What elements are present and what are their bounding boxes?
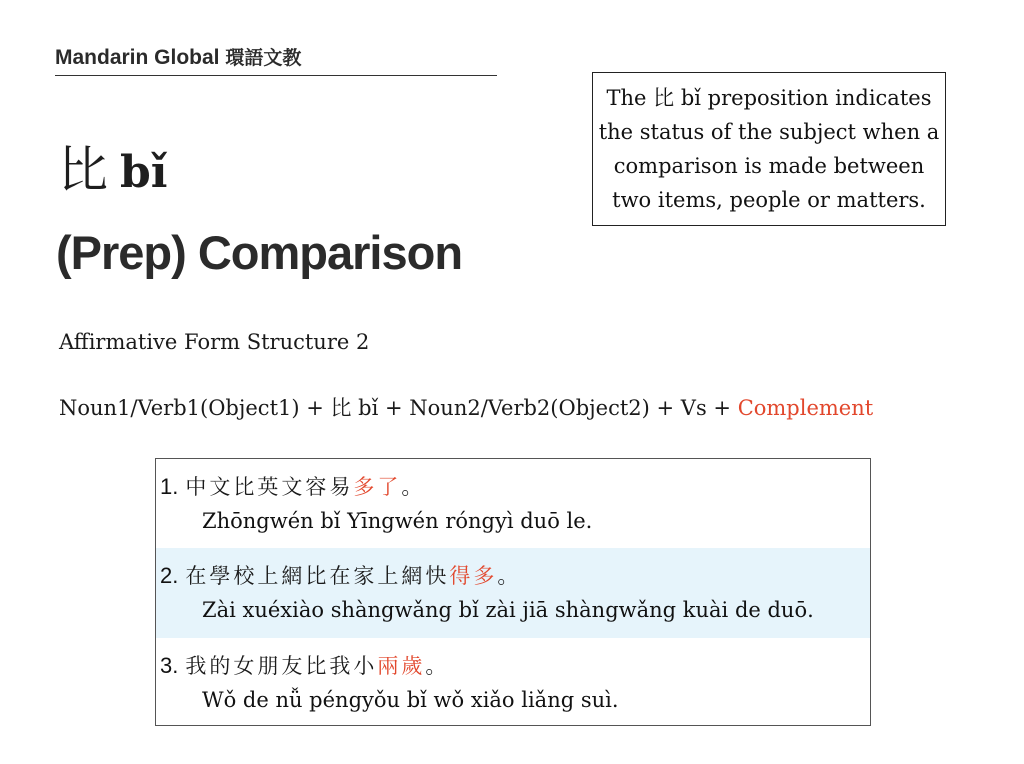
example-row-3 — [156, 638, 870, 725]
example-period: 。 — [401, 475, 426, 499]
formula-main: Noun1/Verb1(Object1) + 比 bǐ + Noun2/Verb2(Object2) + Vs + — [59, 396, 738, 420]
structure-formula — [59, 392, 873, 422]
example-complement: 兩歲 — [377, 654, 426, 678]
brand-header — [55, 43, 301, 70]
explanation-text: The 比 bǐ preposition indicates the status of the subject when a comparison is made between two items, people or matters. — [598, 86, 940, 212]
header-divider — [55, 75, 497, 76]
example-period: 。 — [497, 564, 522, 588]
brand-name-en: Mandarin Global — [55, 46, 220, 69]
page-title — [58, 130, 167, 202]
brand-name-cn: 環語文教 — [225, 47, 302, 69]
example-complement: 多了 — [353, 475, 402, 499]
example-period: 。 — [425, 654, 450, 678]
explanation-box — [592, 72, 946, 226]
example-number: 1. — [160, 474, 179, 499]
example-hanzi: 我的女朋友比我小 — [185, 654, 378, 678]
example-hanzi-line — [160, 471, 425, 501]
example-row-1 — [156, 459, 870, 548]
title-pinyin: bǐ — [120, 147, 168, 198]
example-pinyin: Wǒ de nǚ péngyǒu bǐ wǒ xiǎo liǎng suì. — [202, 688, 619, 712]
title-hanzi: 比 — [58, 141, 108, 199]
example-number: 3. — [160, 653, 179, 678]
example-hanzi: 在學校上網比在家上網快 — [185, 564, 450, 588]
example-pinyin: Zài xuéxiào shàngwǎng bǐ zài jiā shàngwǎng kuài de duō. — [202, 598, 814, 622]
example-hanzi-line — [160, 560, 521, 590]
formula-complement: Complement — [737, 396, 874, 420]
structure-label: Affirmative Form Structure 2 — [59, 330, 370, 354]
example-hanzi-line — [160, 650, 449, 680]
example-row-2 — [156, 548, 870, 638]
page-subtitle: (Prep) Comparison — [56, 226, 463, 279]
example-number: 2. — [160, 563, 179, 588]
examples-box — [155, 458, 871, 726]
example-pinyin: Zhōngwén bǐ Yīngwén róngyì duō le. — [202, 509, 593, 533]
example-hanzi: 中文比英文容易 — [185, 475, 354, 499]
example-complement: 得多 — [449, 564, 498, 588]
